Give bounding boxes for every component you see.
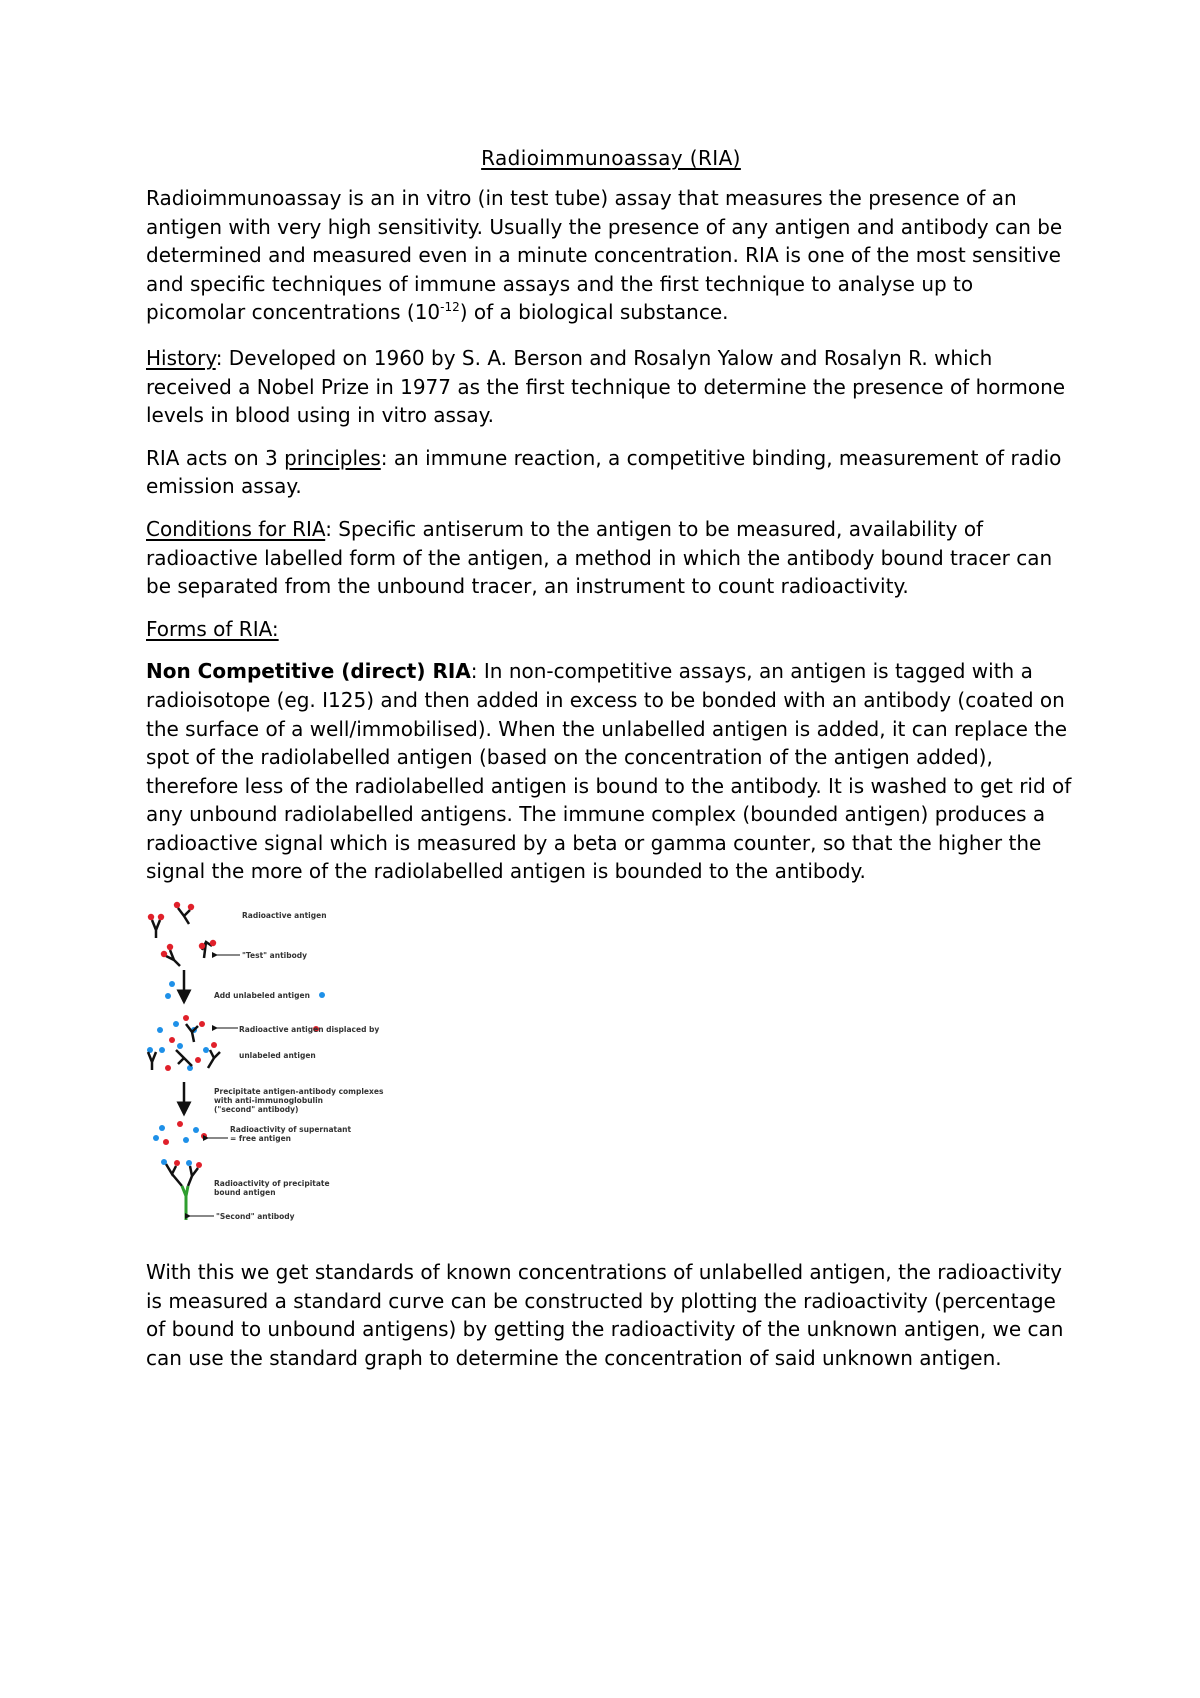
figure-label: "Second" antibody: [216, 1212, 295, 1222]
exponent: -12: [440, 300, 460, 315]
conclusion-paragraph: With this we get standards of known concentrations of unlabelled antigen, the radioactivity is measured a standard curve can be constructed by plotting the radioactivity (percentage of bound to unbound antigens) by getting the radioactivity of the unknown antigen, we can can use the standard graph to determine the concentration of said unknown antigen.: [146, 1260, 1064, 1370]
history-text: : Developed on 1960 by S. A. Berson and Rosalyn Yalow and Rosalyn R. which received a Nobel Prize in 1977 as the first technique to determine the presence of hormone levels in blood using in vitro assay.: [146, 345, 1066, 428]
principles-text: : an immune reaction, a competitive binding, measurement of radio emission assay.: [146, 445, 1062, 499]
supernatant-antigens: [153, 1121, 207, 1145]
document-page: [146, 146, 1076, 1386]
principles-paragraph: [146, 444, 1076, 501]
history-label: History: [146, 345, 216, 370]
intro-text: Radioimmunoassay is an in vitro (in test tube) assay that measures the presence of an antigen with very high sensitivity. Usually the presence of any antigen and antibody can be determined and measured even in a minute concentration. RIA is one of the most sensitive and specific techniques of immune assays and the first technique to analyse up to picomolar concentrations (10: [146, 186, 1063, 325]
ria-diagram-svg: [142, 900, 402, 1250]
figure-label: Add unlabeled antigen: [214, 991, 310, 1001]
figure-label: bound antigen: [214, 1188, 276, 1198]
noncompetitive-paragraph: [146, 657, 1076, 886]
noncompetitive-text: : In non-competitive assays, an antigen is tagged with a radioisotope (eg. I125) and then added in excess to be bonded with an antibody (coated on the surface of a well/immobilised). When the unlabelled antigen is added, it can replace the spot of the radiolabelled antigen (based on the concentration of the antigen added), therefore less of the radiolabelled antigen is bound to the antibody. It is washed to get rid of any unbound radiolabelled antigens. The immune complex (bounded antigen) produces a radioactive signal which is measured by a beta or gamma counter, so that the higher the signal the more of the radiolabelled antigen is bounded to the antibody.: [146, 659, 1072, 884]
conditions-label: Conditions for RIA: [146, 516, 326, 541]
second-antibody-shape: [182, 1186, 188, 1220]
figure-label: = free antigen: [230, 1134, 291, 1144]
page-title: Radioimmunoassay (RIA): [481, 146, 741, 170]
principles-text-start: RIA acts on 3: [146, 445, 285, 470]
noncompetitive-label: Non Competitive (direct) RIA: [146, 659, 471, 684]
forms-heading-text: Forms of RIA:: [146, 616, 279, 641]
forms-heading: [146, 615, 1076, 644]
intro-text-end: ) of a biological substance.: [459, 300, 729, 325]
figure-label: unlabeled antigen: [239, 1051, 316, 1061]
figure-label: Radioactive antigen displaced by: [239, 1025, 380, 1035]
figure-label: with anti-immunoglobulin: [214, 1096, 324, 1106]
figure-label: Radioactivity of supernatant: [230, 1125, 352, 1135]
figure-label: Precipitate antigen-antibody complexes: [214, 1087, 384, 1097]
history-paragraph: [146, 344, 1076, 430]
principles-label: principles: [284, 445, 381, 470]
figure-label: Radioactive antigen: [242, 911, 327, 921]
conditions-text: : Specific antiserum to the antigen to be measured, availability of radioactive labelled form of the antigen, a method in which the antibody bound tracer can be separated from the unbound tracer, an instrument to count radioactivity.: [146, 516, 1053, 599]
conditions-paragraph: [146, 515, 1076, 601]
figure-label: ("second" antibody): [214, 1105, 299, 1115]
ria-diagram: [142, 900, 402, 1250]
figure-label: Radioactivity of precipitate: [214, 1179, 330, 1189]
antibody-group-3: [166, 1164, 198, 1186]
intro-paragraph: [146, 184, 1076, 330]
figure-label: "Test" antibody: [242, 951, 308, 961]
